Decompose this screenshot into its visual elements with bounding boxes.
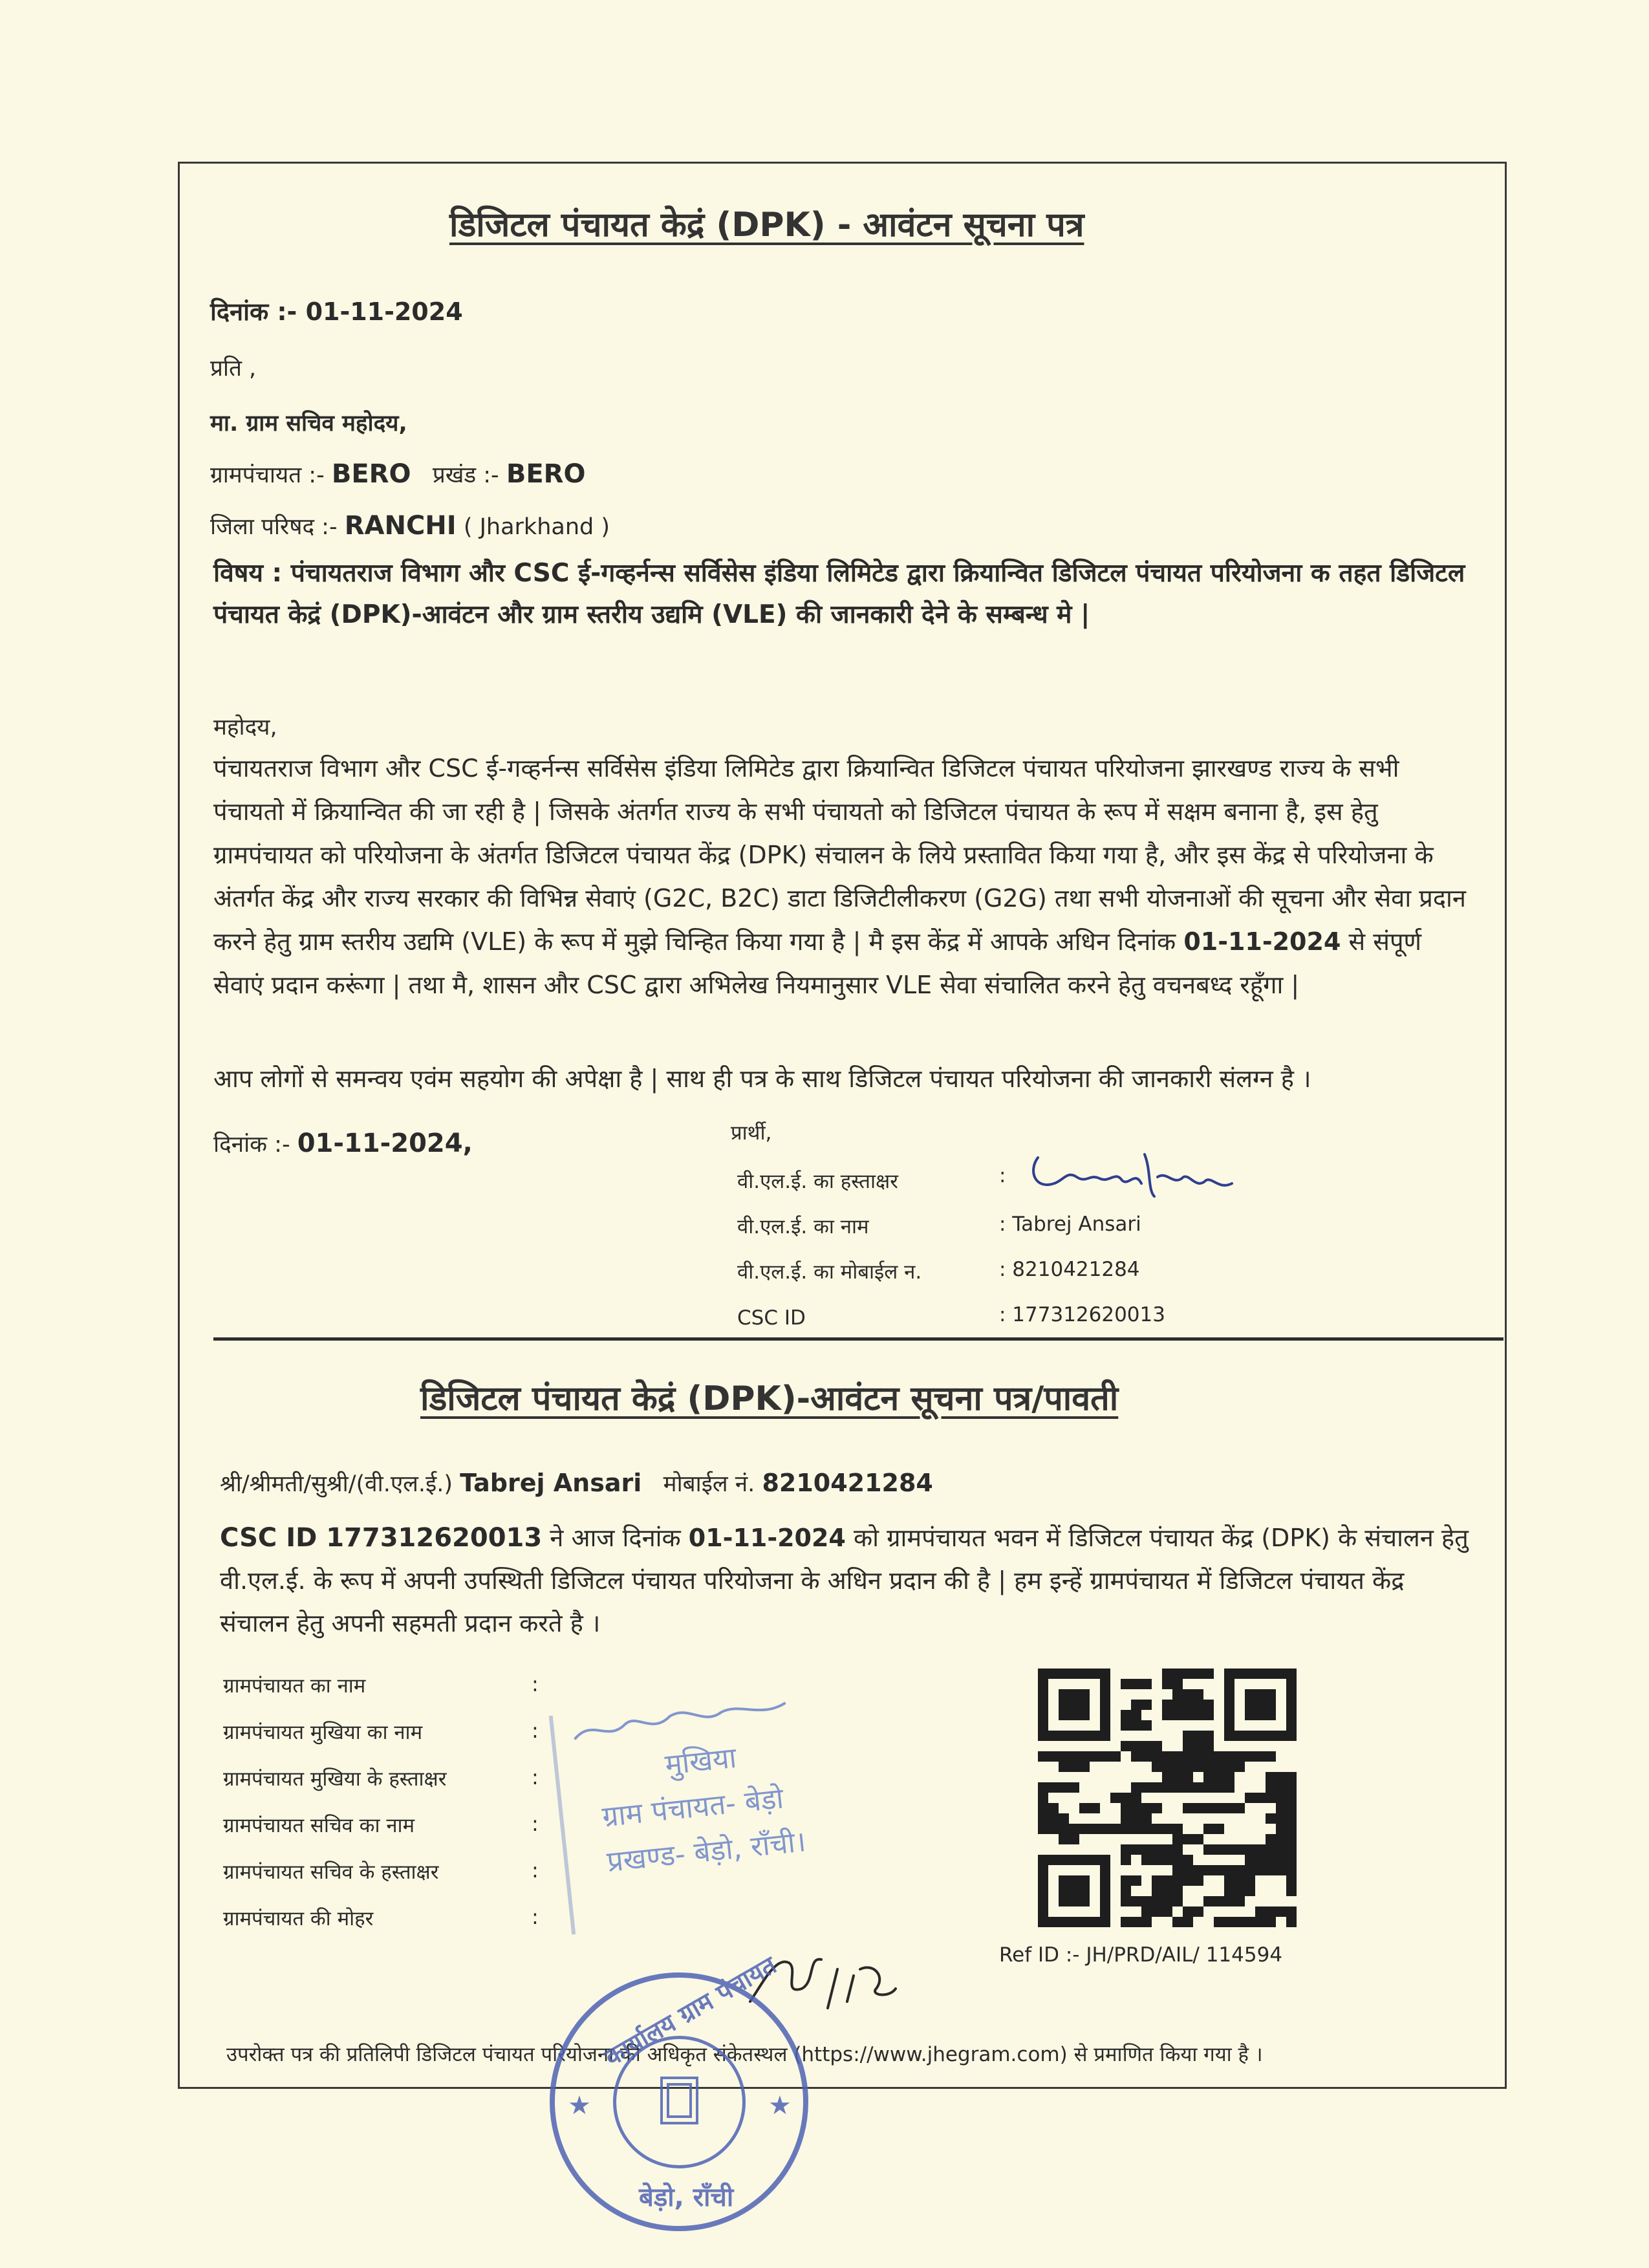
- stamp-line2: ग्राम पंचायत- बेड़ो: [600, 1782, 786, 1834]
- receipt-csc-id: CSC ID 177312620013: [220, 1523, 543, 1553]
- csc-id-label: CSC ID: [737, 1306, 806, 1330]
- field-mukhiya-sign: ग्रामपंचायत मुखिया के हस्ताक्षर: [223, 1767, 447, 1791]
- gram-panchayat-line: [210, 459, 585, 490]
- receipt-text-part1: ने आज दिनांक: [550, 1524, 681, 1552]
- qr-code: [1038, 1669, 1297, 1927]
- csc-id-value: : 177312620013: [999, 1303, 1165, 1326]
- receipt-title: डिजिटल पंचायत केद्रं (DPK)-आवंटन सूचना पत्र/पावती: [420, 1379, 1119, 1418]
- block-label: प्रखंड :-: [432, 462, 499, 488]
- ref-id: Ref ID :- JH/PRD/AIL/ 114594: [999, 1943, 1283, 1967]
- subject: विषय : पंचायतराज विभाग और CSC ई-गव्हर्नन्स सर्विसेस इंडिया लिमिटेड द्वारा क्रियान्वित डिजिटल पंचायत परियोजना क तहत डिजिटल पंचायत केद्रं (DPK)-आवंटन और ग्राम स्तरीय उद्यमि (VLE) की जानकारी देने के सम्बन्ध मे |: [213, 559, 1465, 629]
- field-mukhiya-name: ग्रामपंचायत मुखिया का नाम: [223, 1721, 423, 1744]
- body-date: 01-11-2024: [1183, 927, 1341, 956]
- field-colon: :: [532, 1672, 539, 1696]
- stamp-line1: मुखिया: [663, 1741, 738, 1782]
- field-secretary-sign: ग्रामपंचायत सचिव के हस्ताक्षर: [223, 1861, 439, 1884]
- block-value: BERO: [506, 459, 586, 489]
- seal-bottom-text: बेड़ो, राँची: [639, 2183, 734, 2212]
- addressee: मा. ग्राम सचिव महोदय,: [210, 411, 407, 437]
- receipt-paragraph: [220, 1517, 1474, 1645]
- field-gp-name: ग्रामपंचायत का नाम: [223, 1674, 366, 1698]
- receipt-text-part2: को ग्रामपंचायत भवन में डिजिटल पंचायत केंद्र (DPK) के संचालन हेतु वी.एल.ई. के रूप में अपनी उपस्थिती डिजिटल पंचायत परियोजना के अधिन प्रदान की है | हम इन्हें ग्रामपंचायत में डिजिटल पंचायत केंद्र संचालन हेतु अपनी सहमती प्रदान करते है ।: [220, 1524, 1469, 1637]
- district-line: [210, 511, 610, 541]
- stamp-line3: प्रखण्ड- बेड़ो, राँची।: [605, 1825, 808, 1879]
- district-label: जिला परिषद :-: [210, 514, 338, 540]
- vle-mobile-value: : 8210421284: [999, 1258, 1140, 1281]
- vle-name-value: : Tabrej Ansari: [999, 1213, 1141, 1236]
- district-value: RANCHI: [344, 511, 457, 541]
- vle-sign-label: वी.एल.ई. का हस्ताक्षर: [737, 1170, 898, 1193]
- to-line: प्रति ,: [210, 356, 257, 382]
- field-colon: :: [532, 1718, 539, 1743]
- date2-value: 01-11-2024,: [297, 1129, 473, 1158]
- date2-line: [213, 1129, 473, 1159]
- section-divider: [213, 1337, 1503, 1341]
- field-colon: :: [532, 1905, 539, 1929]
- seal-star-icon: ★: [568, 2091, 591, 2121]
- letter-date: दिनांक :- 01-11-2024: [210, 297, 463, 326]
- receipt-date: 01-11-2024: [688, 1524, 846, 1552]
- receipt-vle-name: Tabrej Ansari: [460, 1469, 642, 1497]
- receipt-salutation: श्री/श्रीमती/सुश्री/(वी.एल.ई.): [220, 1471, 453, 1497]
- vle-sign-colon: :: [999, 1164, 1006, 1187]
- vle-signature: [1025, 1145, 1245, 1205]
- footer-note: उपरोक्त पत्र की प्रतिलिपी डिजिटल पंचायत परियोजना की अधिकृत संकेतस्थल (https://www.jhegram.com) से प्रमाणित किया गया है ।: [226, 2043, 1263, 2066]
- closing-line: आप लोगों से समन्वय एवंम सहयोग की अपेक्षा है | साथ ही पत्र के साथ डिजिटल पंचायत परियोजना की जानकारी संलग्न है ।: [213, 1064, 1311, 1093]
- body-part1: पंचायतराज विभाग और CSC ई-गव्हर्नन्स सर्विसेस इंडिया लिमिटेड द्वारा क्रियान्वित डिजिटल पंचायत परियोजना झारखण्ड राज्य के सभी पंचायतो में क्रियान्वित की जा रही है | जिसके अंतर्गत राज्य के सभी पंचायतो को डिजिटल पंचायत के रूप में सक्षम बनाना है, इस हेतु ग्रामपंचायत को परियोजना के अंतर्गत डिजिटल पंचायत केंद्र (DPK) संचालन के लिये प्रस्तावित किया गया है, और इस केंद्र से परियोजना के अंतर्गत केंद्र और राज्य सरकार की विभिन्न सेवाएं (G2C, B2C) डाटा डिजिटीलीकरण (G2G) तथा सभी योजनाओं की सूचना और सेवा प्रदान करने हेतु ग्राम स्तरीय उद्यमि (VLE) के रूप में मुझे चिन्हित किया गया है | मै इस केंद्र में आपके अधिन दिनांक: [213, 754, 1466, 956]
- field-gp-seal: ग्रामपंचायत की मोहर: [223, 1907, 374, 1930]
- seal-star-icon: ★: [768, 2091, 792, 2121]
- gp-label: ग्रामपंचायत :-: [210, 462, 325, 488]
- vle-name-label: वी.एल.ई. का नाम: [737, 1215, 869, 1238]
- seal-text: कार्यालय ग्राम पंचायत: [599, 1950, 781, 2072]
- gp-value: BERO: [331, 459, 411, 489]
- field-secretary-name: ग्रामपंचायत सचिव का नाम: [223, 1814, 415, 1837]
- applicant-label: प्रार्थी,: [731, 1121, 772, 1145]
- field-colon: :: [532, 1765, 539, 1789]
- receipt-mobile: 8210421284: [762, 1469, 933, 1497]
- receipt-vle-line: [220, 1468, 933, 1498]
- gram-panchayat-seal: [550, 1950, 808, 2231]
- receipt-mobile-label: मोबाईल नं.: [663, 1471, 755, 1497]
- state-value: ( Jharkhand ): [463, 514, 610, 540]
- body-part2: से संपूर्ण सेवाएं प्रदान करूंगा | तथा मै, शासन और CSC द्वारा अभिलेख नियमानुसार VLE सेवा संचालित करने हेतु वचनबध्द रहूँगा |: [213, 927, 1421, 999]
- seal-emblem: [613, 2036, 746, 2168]
- date2-label: दिनांक :-: [213, 1132, 290, 1158]
- salutation: महोदय,: [213, 715, 277, 740]
- vle-mobile-label: वी.एल.ई. का मोबाईल न.: [737, 1260, 922, 1284]
- letter-title: डिजिटल पंचायत केद्रं (DPK) - आवंटन सूचना पत्र: [449, 206, 1084, 244]
- field-colon: :: [532, 1811, 539, 1836]
- field-colon: :: [532, 1858, 539, 1883]
- mukhiya-stamp: [549, 1680, 911, 1934]
- body-paragraph: [213, 747, 1474, 1007]
